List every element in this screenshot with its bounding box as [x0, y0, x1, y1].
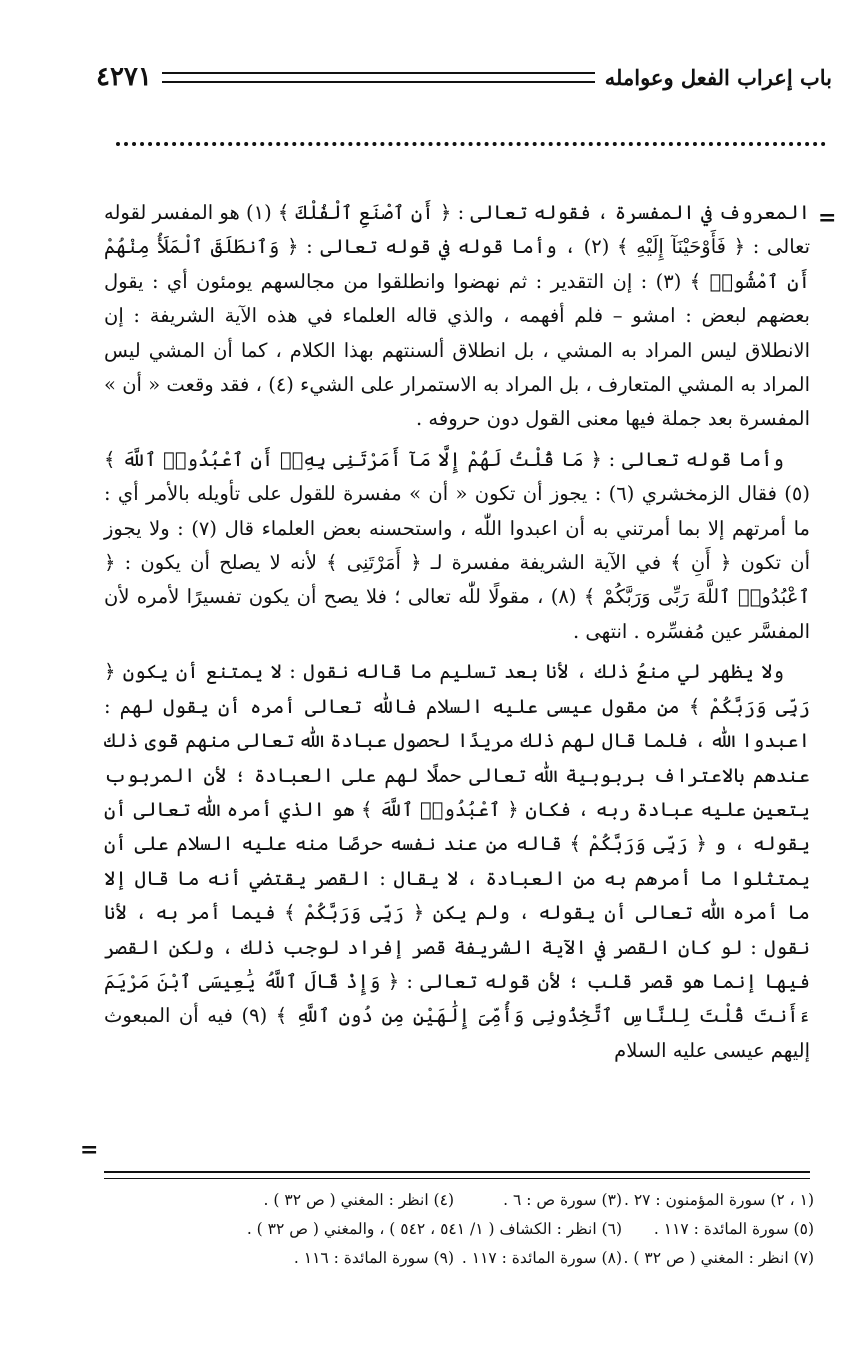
- paragraph-zamakhshari: وأما قوله تعالى : ﴿ مَا قُلْتُ لَهُمْ إِلَّا مَآ أَمَرْتَنِى بِهِۦٓ أَنِ ٱعْبُدُوا۟ ٱللَّهَ ﴾ (٥) فقال الزمخشري (٦) : يجوز أن تكون « أن » مفسرة للقول على تأويله بالأمر أي : ما أمرتهم إلا بما أمرتني به أن اعبدوا اللّٰه ، واستحسنه بعض العلماء قال (٧) : ولا يجوز أن تكون ﴿ أَنِ ﴾ في الآية الشريفة مفسرة لـ ﴿ أَمَرْتَنِى ﴾ لأنه لا يصلح أن يكون : ﴿ ٱعْبُدُوا۟ ٱللَّهَ رَبِّى وَرَبَّكُمْ ﴾ (٨) ، مقولًا للّٰه تعالى ؛ فلا يصح أن يكون تفسيرًا لأمره لأن المفسَّر عين مُفسِّره . انتهى .: [104, 447, 810, 643]
- footnote-item: (٦) انظر : الكشاف ( ١/ ٥٤١ ، ٥٤٢ ) ، والمغني ( ص ٣٢ ) .: [246, 1220, 622, 1238]
- footnote-item: (٥) سورة المائدة : ١١٧ .: [653, 1220, 814, 1238]
- header-double-rule: [162, 72, 595, 83]
- continuation-mark-start: =: [818, 205, 837, 231]
- footnote-row: [104, 1244, 814, 1273]
- page-number: ٤٢٧١: [96, 62, 152, 92]
- footnote-item: (١ ، ٢) سورة المؤمنون : ٢٧ .: [623, 1191, 814, 1209]
- page-header: [96, 58, 832, 96]
- footnote-row: [104, 1186, 814, 1215]
- footnote-item: (٤) انظر : المغني ( ص ٣٢ ) .: [263, 1191, 454, 1209]
- footnotes: [104, 1186, 814, 1273]
- chapter-title: باب إعراب الفعل وعوامله: [604, 64, 832, 90]
- paragraph-objection: ولا يظهر لي منعُ ذلك ، لأنا بعد تسليم ما قاله نقول : لا يمتنع أن يكون ﴿ رَبِّى وَرَبَّكُمْ ﴾ من مقول عيسى عليه السلام فاللّٰه تعالى أمره أن يقول لهم : اعبدوا اللّٰه ، فلما قال لهم ذلك مريدًا لحصول عبادة اللّٰه تعالى منهم قوى ذلك عندهم بالاعتراف بربوبية اللّٰه تعالى حملًا لهم على العبادة ؛ لأن المربوب يتعين عليه عبادة ربه ، فكان ﴿ ٱعْبُدُوا۟ ٱللَّهَ ﴾ هو الذي أمره اللّٰه تعالى أن يقوله ، و ﴿ رَبِّى وَرَبَّكُمْ ﴾ قاله من عند نفسه حرصًا منه عليه السلام على أن يمتثلوا ما أمرهم به من العبادة ، لا يقال : القصر يقتضي أنه ما قال إلا ما أمره اللّٰه تعالى أن يقوله ، ولم يكن ﴿ رَبِّى وَرَبَّكُمْ ﴾ فيما أمر به ، لأنا نقول : لو كان القصر في الآية الشريفة قصر إفراد لوجب ذلك ، ولكن القصر فيها إنما هو قصر قلب ؛ لأن قوله تعالى : ﴿ وَإِذْ قَالَ ٱللَّهُ يَٰعِيسَى ٱبْنَ مَرْيَمَ ءَأَنتَ قُلْتَ لِلنَّاسِ ٱتَّخِذُونِى وَأُمِّىَ إِلَٰهَيْنِ مِن دُونِ ٱللَّهِ ﴾ (٩) فيه أن المبعوث إليهم عيسى عليه السلام: [104, 660, 810, 1062]
- footnote-separator: [104, 1171, 810, 1179]
- continuation-mark-end: =: [80, 1137, 99, 1163]
- footnote-item: (٩) سورة المائدة : ١١٦ .: [293, 1249, 454, 1267]
- paragraph-continued: المعروف في المفسرة ، فقوله تعالى : ﴿ أَنِ ٱصْنَعِ ٱلْفُلْكَ ﴾ (١) هو المفسر لقوله تعالى : ﴿ فَأَوْحَيْنَآ إِلَيْهِ ﴾ (٢) ، وأما قوله في قوله تعالى : ﴿ وَٱنطَلَقَ ٱلْمَلَأُ مِنْهُمْ أَنِ ٱمْشُوا۟ ﴾ (٣) : إن التقدير : ثم نهضوا وانطلقوا من مجالسهم يومئون أي : يقول بعضهم لبعض : امشو – فلم أفهمه ، والذي قاله العلماء في هذه الآية الشريفة : إن الانطلاق ليس المراد به المشي ، بل انطلاق ألسنتهم بهذا الكلام ، كما أن المشي ليس المراد به المشي المتعارف ، بل المراد به الاستمرار على الشيء (٤) ، فقد وقعت « أن » المفسرة بعد جملة فيها معنى القول دون حروفه .: [104, 201, 811, 431]
- footnote-row: [104, 1215, 814, 1244]
- footnote-item: (٧) انظر : المغني ( ص ٣٢ ) .: [623, 1249, 814, 1267]
- footnote-item: (٣) سورة ص : ٦ .: [503, 1191, 622, 1209]
- dotted-separator: [116, 142, 826, 146]
- main-text: [104, 196, 810, 1068]
- footnote-item: (٨) سورة المائدة : ١١٧ .: [461, 1249, 622, 1267]
